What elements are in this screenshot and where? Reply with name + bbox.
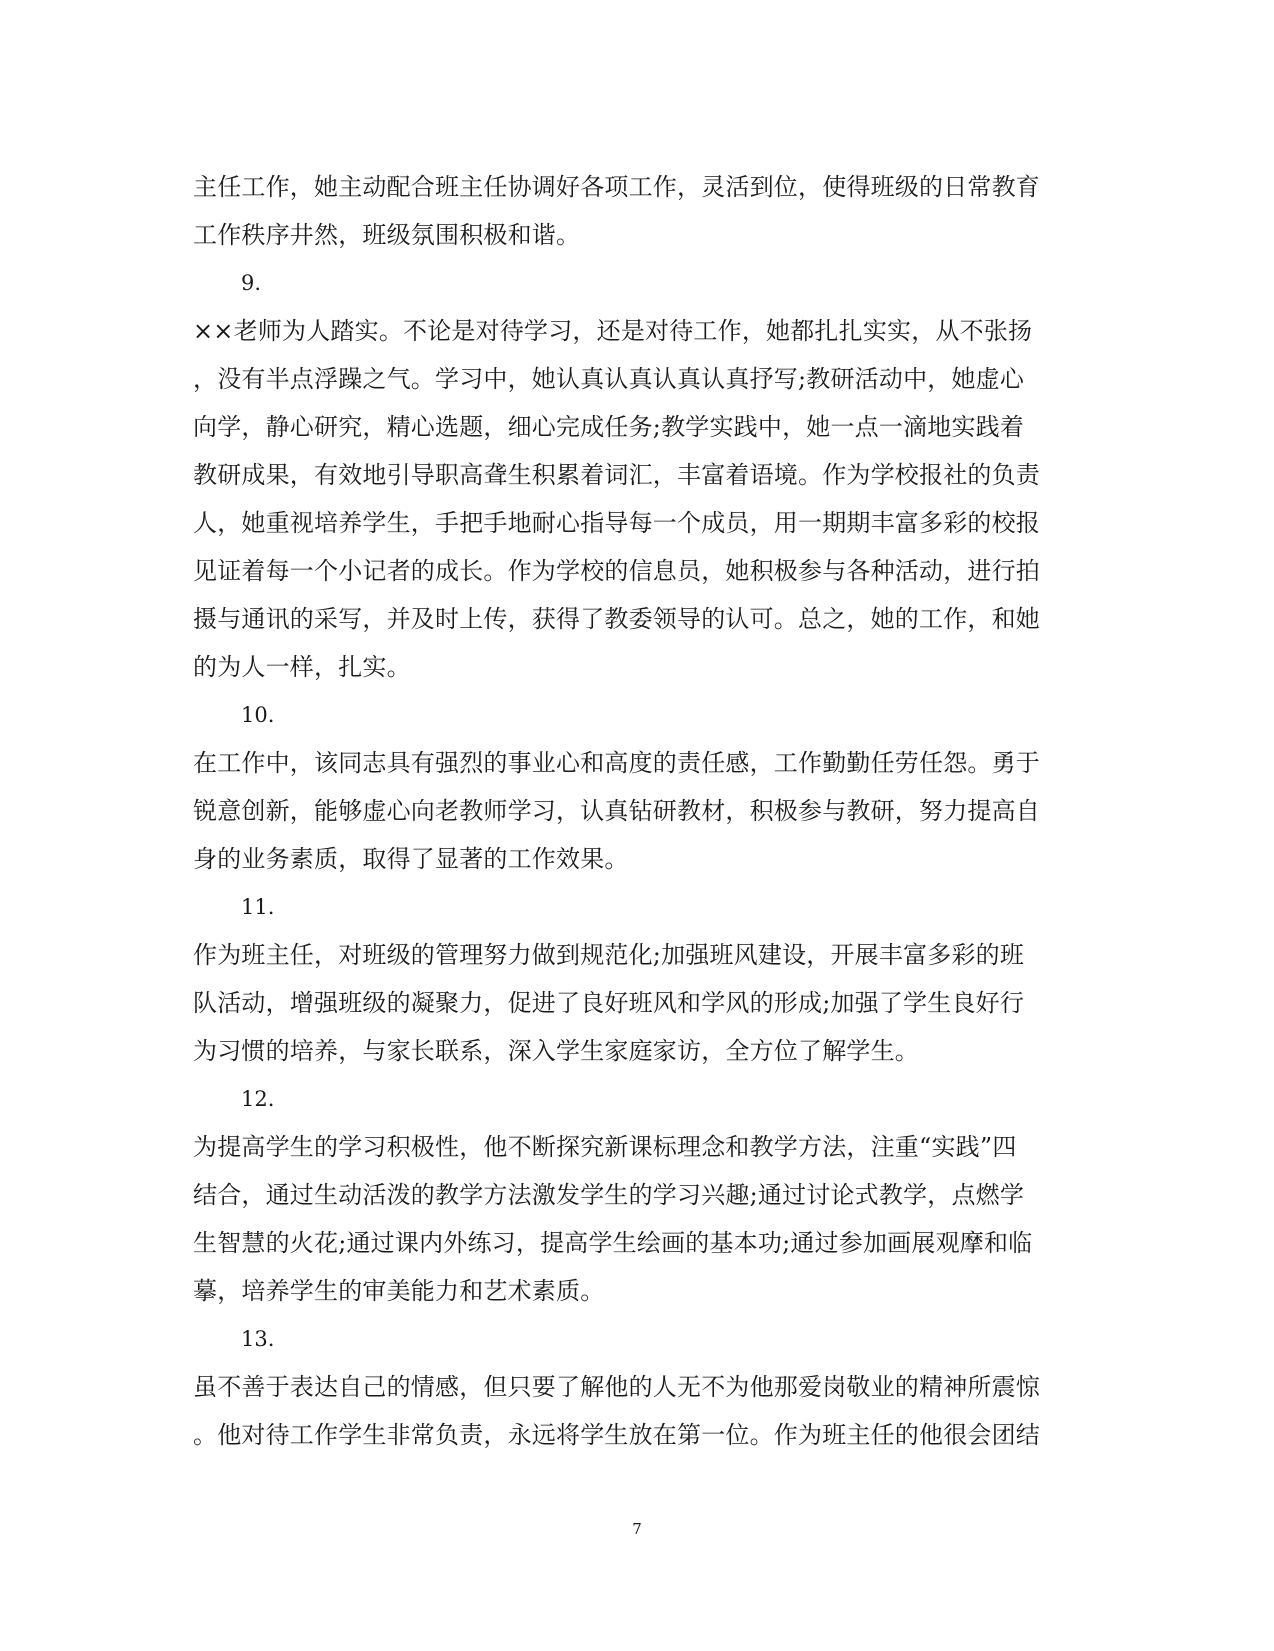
text-line: 。他对待工作学生非常负责，永远将学生放在第一位。作为班主任的他很会团结 bbox=[193, 1421, 1040, 1449]
text-line: 向学，静心研究，精心选题，细心完成任务;教学实践中，她一点一滴地实践着 bbox=[193, 413, 1025, 441]
text-line: 虽不善于表达自己的情感，但只要了解他的人无不为他那爱岗敬业的精神所震惊 bbox=[193, 1373, 1040, 1401]
text-line: 队活动，增强班级的凝聚力，促进了良好班风和学风的形成;加强了学生良好行 bbox=[193, 989, 1025, 1017]
text-line: 摄与通讯的采写，并及时上传，获得了教委领导的认可。总之，她的工作，和她 bbox=[193, 605, 1040, 633]
text-line: 生智慧的火花;通过课内外练习，提高学生绘画的基本功;通过参加画展观摩和临 bbox=[193, 1229, 1033, 1257]
text-line: ××老师为人踏实。不论是对待学习，还是对待工作，她都扎扎实实，从不张扬 bbox=[193, 317, 1033, 345]
text-line: 工作秩序井然，班级氛围积极和谐。 bbox=[193, 221, 581, 249]
text-line: 作为班主任，对班级的管理努力做到规范化;加强班风建设，开展丰富多彩的班 bbox=[193, 941, 1025, 969]
text-line: 主任工作，她主动配合班主任协调好各项工作，灵活到位，使得班级的日常教育 bbox=[193, 173, 1040, 201]
text-line: 在工作中，该同志具有强烈的事业心和高度的责任感，工作勤勤任劳任怨。勇于 bbox=[193, 749, 1040, 777]
text-line: 见证着每一个小记者的成长。作为学校的信息员，她积极参与各种活动，进行拍 bbox=[193, 557, 1040, 585]
document-body bbox=[193, 163, 1073, 1459]
text-line: 的为人一样，扎实。 bbox=[193, 653, 411, 681]
text-line: 人，她重视培养学生，手把手地耐心指导每一个成员，用一期期丰富多彩的校报 bbox=[193, 509, 1040, 537]
item-number: 10. bbox=[241, 703, 275, 727]
page-number: 7 bbox=[632, 1520, 642, 1538]
text-line: 为习惯的培养，与家长联系，深入学生家庭家访，全方位了解学生。 bbox=[193, 1037, 919, 1065]
text-line: 教研成果，有效地引导职高聋生积累着词汇，丰富着语境。作为学校报社的负责 bbox=[193, 461, 1040, 489]
item-number: 12. bbox=[241, 1087, 275, 1111]
item-number: 13. bbox=[241, 1327, 275, 1351]
text-line: 结合，通过生动活泼的教学方法激发学生的学习兴趣;通过讨论式教学，点燃学 bbox=[193, 1181, 1025, 1209]
text-line: ，没有半点浮躁之气。学习中，她认真认真认真认真抒写;教研活动中，她虚心 bbox=[193, 365, 1025, 393]
text-line: 摹，培养学生的审美能力和艺术素质。 bbox=[193, 1277, 605, 1305]
text-line: 为提高学生的学习积极性，他不断探究新课标理念和教学方法，注重“实践”四 bbox=[193, 1133, 1017, 1161]
text-line: 锐意创新，能够虚心向老教师学习，认真钻研教材，积极参与教研，努力提高自 bbox=[193, 797, 1040, 825]
text-line: 身的业务素质，取得了显著的工作效果。 bbox=[193, 845, 629, 873]
item-number: 9. bbox=[241, 271, 262, 295]
item-number: 11. bbox=[241, 895, 275, 919]
